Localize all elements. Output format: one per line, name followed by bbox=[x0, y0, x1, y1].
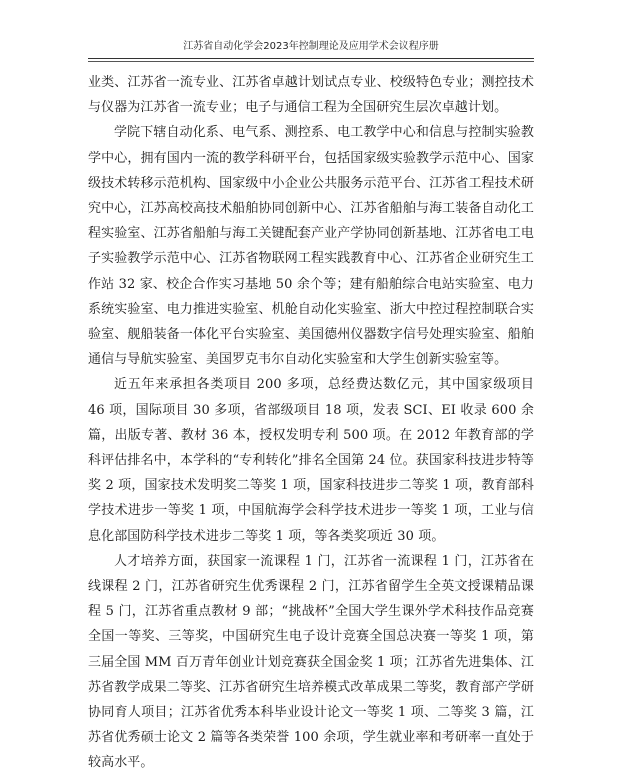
paragraph-talent-cultivation: 人才培养方面，获国家一流课程 1 门，江苏省一流课程 1 门，江苏省在线课程 2 门，江苏省研究生优秀课程 2 门，江苏省留学生全英文授课精品课程 5 门，江苏省重点教材 9 部；“挑战杯”全国大学生课外学术科技作品竞赛全国一等奖、三等奖，中国研究生电子设计竞赛全国总决赛一等奖 1 项，第三届全国 MM 百万青年创业计划竞赛获全国金奖 1 项；江苏省先进集体、江苏省教学成果二等奖、江苏省研究生培养模式改革成果二等奖，教育部产学研协同育人项目；江苏省优秀本科毕业设计论文一等奖 1 项、二等奖 3 篇，江苏省优秀硕士论文 2 篇等各类荣誉 100 余项，学生就业率和考研率一直处于较高水平。 bbox=[88, 553, 534, 771]
header-rule-thick bbox=[88, 58, 534, 59]
paragraph-facilities: 学院下辖自动化系、电气系、测控系、电工教学中心和信息与控制实验教学中心，拥有国内一流的教学科研平台，包括国家级实验教学示范中心、国家级技术转移示范机构、国家级中小企业公共服务示范平台、江苏省工程技术研究中心，江苏高校高技术船舶协同创新中心、江苏省船舶与海工装备自动化工程实验室、江苏省船舶与海工关键配套产业产学协同创新基地、江苏省电工电子实验教学示范中心、江苏省物联网工程实践教育中心、江苏省企业研究生工作站 32 家、校企合作实习基地 50 余个等；建有船舶综合电站实验室、电力系统实验室、电力推进实验室、机舱自动化实验室、浙大中控过程控制联合实验室、舰船装备一体化平台实验室、美国德州仪器数字信号处理实验室、船舶通信与导航实验室、美国罗克韦尔自动化实验室和大学生创新实验室等。 bbox=[88, 125, 534, 368]
body-text bbox=[88, 70, 534, 776]
running-header-title: 江苏省自动化学会2023年控制理论及应用学术会议程序册 bbox=[183, 41, 439, 52]
paragraph-research-achievements: 近五年来承担各类项目 200 多项，总经费达数亿元，其中国家级项目 46 项，国际项目 30 多项，省部级项目 18 项，发表 SCI、EI 收录 600 余篇，出版专著、教材 36 本，授权发明专利 500 项。在 2012 年教育部的学科评估排名中，本学科的“专利转化”排名全国第 24 位。获国家科技进步特等奖 2 项，国家技术发明奖二等奖 1 项，国家科技进步二等奖 1 项，教育部科学技术进步一等奖 1 项，中国航海学会科学技术进步一等奖 1 项，工业与信息化部国防科学技术进步二等奖 1 项，等各类奖项近 30 项。 bbox=[88, 377, 534, 544]
paragraph-continuation: 业类、江苏省一流专业、江苏省卓越计划试点专业、校级特色专业；测控技术与仪器为江苏省一流专业；电子与通信工程为全国研究生层次卓越计划。 bbox=[88, 75, 534, 116]
header-rule-thin bbox=[88, 61, 534, 62]
